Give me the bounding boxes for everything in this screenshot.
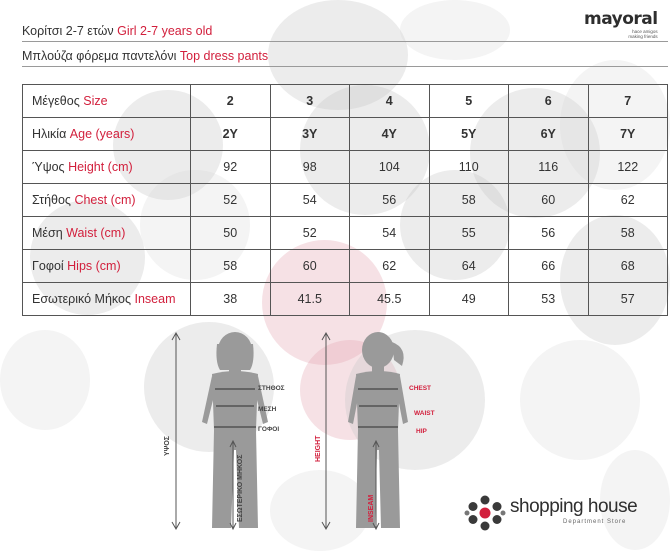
- table-cell: 7Y: [588, 118, 668, 151]
- row-label-greek: Μέση: [32, 226, 63, 240]
- row-label-greek: Ηλικία: [32, 127, 67, 141]
- hips-label: ΓΟΦΟΙ: [258, 426, 280, 433]
- table-cell: 53: [509, 283, 589, 316]
- product-english: Top dress pants: [179, 49, 269, 63]
- table-cell: 41.5: [270, 283, 350, 316]
- brand-tagline: making friends: [628, 34, 658, 39]
- divider: [22, 41, 668, 42]
- row-label: [23, 184, 191, 217]
- table-cell: 56: [509, 217, 589, 250]
- table-cell: 5Y: [429, 118, 509, 151]
- figure-right-silhouette: [320, 330, 430, 535]
- row-label: [23, 151, 191, 184]
- table-cell: 3Y: [270, 118, 350, 151]
- row-label-greek: Εσωτερικό Μήκος: [32, 292, 131, 306]
- table-cell: 68: [588, 250, 668, 283]
- table-cell: 58: [588, 217, 668, 250]
- size-chart-table: [22, 84, 668, 316]
- row-label: [23, 85, 191, 118]
- hips-label: HIP: [416, 428, 427, 435]
- divider: [22, 66, 668, 67]
- table-cell: 57: [588, 283, 668, 316]
- table-cell: 54: [270, 184, 350, 217]
- store-subtitle: Department Store: [563, 519, 627, 525]
- table-cell: 4: [350, 85, 430, 118]
- table-cell: 49: [429, 283, 509, 316]
- title-english: Girl 2-7 years old: [117, 24, 213, 38]
- table-cell: 38: [191, 283, 271, 316]
- table-cell: 62: [350, 250, 430, 283]
- table-cell: 45.5: [350, 283, 430, 316]
- table-row: [23, 85, 668, 118]
- table-cell: 104: [350, 151, 430, 184]
- row-label: [23, 118, 191, 151]
- table-cell: 60: [509, 184, 589, 217]
- row-label-greek: Στήθος: [32, 193, 71, 207]
- table-cell: 58: [429, 184, 509, 217]
- table-cell: 122: [588, 151, 668, 184]
- title-greek: Κορίτσι 2-7 ετών: [22, 24, 114, 38]
- table-cell: 4Y: [350, 118, 430, 151]
- row-label-english: Hips (cm): [67, 259, 121, 273]
- waist-label: WAIST: [414, 410, 435, 417]
- table-cell: 50: [191, 217, 271, 250]
- table-cell: 66: [509, 250, 589, 283]
- table-cell: 6: [509, 85, 589, 118]
- table-row: [23, 250, 668, 283]
- table-cell: 58: [191, 250, 271, 283]
- table-cell: 60: [270, 250, 350, 283]
- table-cell: 110: [429, 151, 509, 184]
- table-cell: 52: [270, 217, 350, 250]
- row-label-english: Height (cm): [68, 160, 133, 174]
- brand-tagline: hace amigos: [632, 29, 658, 34]
- table-cell: 56: [350, 184, 430, 217]
- table-cell: 55: [429, 217, 509, 250]
- row-label-greek: Γοφοί: [32, 259, 64, 273]
- table-cell: 2: [191, 85, 271, 118]
- table-cell: 5: [429, 85, 509, 118]
- store-name: shopping house: [510, 496, 638, 517]
- waist-label: ΜΕΣΗ: [258, 406, 277, 413]
- table-row: [23, 217, 668, 250]
- table-cell: 54: [350, 217, 430, 250]
- table-row: [23, 118, 668, 151]
- row-label-english: Waist (cm): [66, 226, 126, 240]
- table-cell: 64: [429, 250, 509, 283]
- row-label-greek: Μέγεθος: [32, 94, 80, 108]
- row-label-greek: Ύψος: [32, 160, 65, 174]
- height-label: HEIGHT: [315, 435, 322, 462]
- product-greek: Μπλούζα φόρεμα παντελόνι: [22, 49, 177, 63]
- row-label-english: Chest (cm): [74, 193, 136, 207]
- table-row: [23, 283, 668, 316]
- brand-name: mayoral: [584, 9, 658, 29]
- table-cell: 98: [270, 151, 350, 184]
- table-cell: 3: [270, 85, 350, 118]
- row-label-english: Inseam: [134, 292, 176, 306]
- row-label: [23, 283, 191, 316]
- chest-label: CHEST: [409, 385, 432, 392]
- table-row: [23, 151, 668, 184]
- chest-label: ΣΤΗΘΟΣ: [258, 385, 285, 392]
- table-cell: 92: [191, 151, 271, 184]
- table-cell: 52: [191, 184, 271, 217]
- table-cell: 7: [588, 85, 668, 118]
- table-cell: 116: [509, 151, 589, 184]
- table-cell: 2Y: [191, 118, 271, 151]
- row-label-english: Age (years): [69, 127, 135, 141]
- table-cell: 62: [588, 184, 668, 217]
- row-label: [23, 217, 191, 250]
- table-cell: 6Y: [509, 118, 589, 151]
- inseam-label: ΕΣΩΤΕΡΙΚΟ ΜΗΚΟΣ: [237, 454, 244, 522]
- height-label: ΥΨΟΣ: [164, 436, 171, 456]
- row-label-english: Size: [83, 94, 108, 108]
- table-row: [23, 184, 668, 217]
- header-product: [22, 49, 268, 63]
- row-label: [23, 250, 191, 283]
- inseam-label: INSEAM: [368, 494, 375, 522]
- header-title: [22, 24, 212, 38]
- mayoral-logo: [584, 9, 658, 39]
- shopping-house-logo-icon: [464, 494, 506, 532]
